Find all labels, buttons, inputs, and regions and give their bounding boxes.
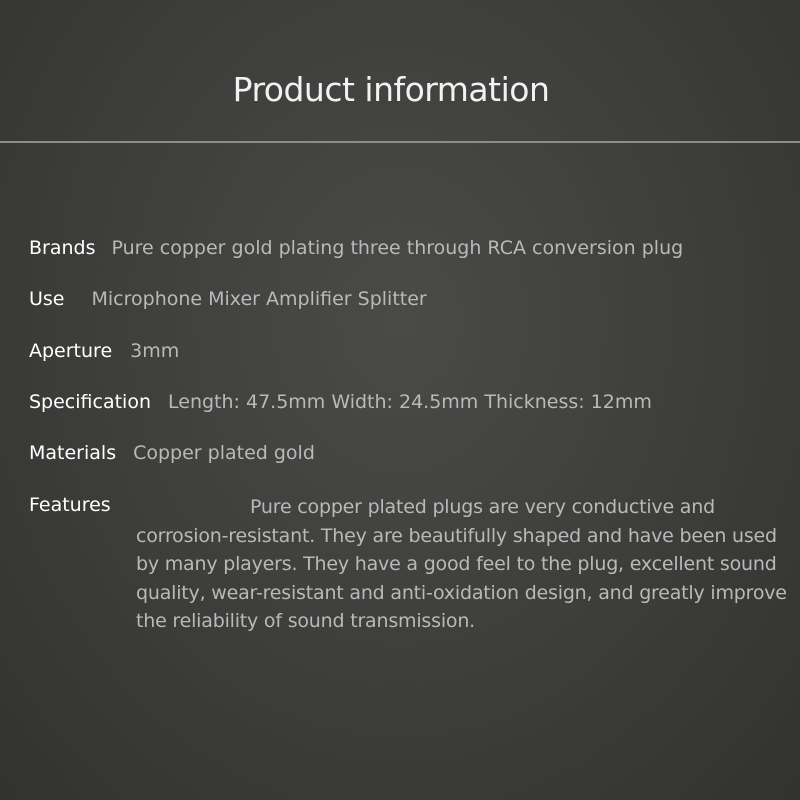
spec-row-specification (29, 390, 790, 415)
spec-row-materials (29, 441, 790, 466)
spec-row-features (29, 493, 790, 636)
spec-row-brands (29, 236, 790, 261)
spec-label-features: Features (29, 494, 111, 516)
spec-value-materials: Copper plated gold (133, 442, 315, 464)
page-title: Product information (232, 70, 550, 109)
spec-value-use: Microphone Mixer Amplifier Splitter (91, 288, 427, 310)
title-divider (0, 141, 800, 143)
spec-label-brands: Brands (29, 237, 96, 259)
spec-value-specification: Length: 47.5mm Width: 24.5mm Thickness: 12mm (168, 391, 652, 413)
spec-row-aperture (29, 339, 790, 364)
spec-value-features: Pure copper plated plugs are very conductive and corrosion-resistant. They are beautifully shaped and have been used by many players. They have a good feel to the plug, excellent sound quality, wear-resistant and anti-oxidation design, and greatly improve the reliability of sound transmission. (136, 496, 787, 632)
spec-label-aperture: Aperture (29, 340, 113, 362)
spec-label-specification: Specification (29, 391, 151, 413)
spec-label-materials: Materials (29, 442, 117, 464)
spec-label-use: Use (29, 288, 65, 310)
spec-value-aperture: 3mm (130, 340, 180, 362)
spec-row-use (29, 287, 790, 312)
spec-value-brands: Pure copper gold plating three through RCA conversion plug (111, 237, 684, 259)
